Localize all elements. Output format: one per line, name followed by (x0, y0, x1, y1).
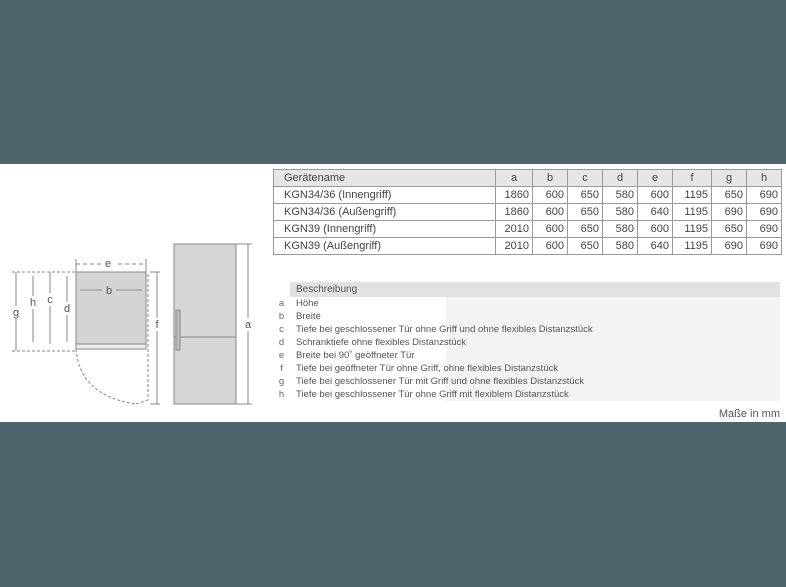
value-h: 690 (747, 187, 782, 204)
device-name: KGN39 (Innengriff) (274, 221, 496, 238)
value-a: 2010 (496, 238, 533, 255)
legend-title: Beschreibung (290, 282, 780, 297)
value-g: 690 (712, 204, 747, 221)
value-b: 600 (533, 187, 568, 204)
label-b: b (105, 285, 113, 297)
col-header-name: Gerätename (274, 170, 496, 187)
device-name: KGN34/36 (Außengriff) (274, 204, 496, 221)
cabinet-outline (76, 272, 146, 344)
legend-key: c (279, 324, 284, 335)
legend-text: Höhe (290, 297, 780, 310)
value-a: 1860 (496, 204, 533, 221)
datasheet-panel (0, 164, 786, 422)
legend-text: Tiefe bei geschlossener Tür mit Griff und ohne flexibles Distanzstück (290, 375, 780, 388)
value-f: 1195 (673, 204, 712, 221)
label-g: g (12, 307, 20, 319)
value-d: 580 (603, 238, 638, 255)
fridge-body (174, 244, 236, 404)
value-e: 600 (638, 187, 673, 204)
label-h: h (29, 297, 37, 309)
col-header-g: g (712, 170, 747, 187)
device-name: KGN34/36 (Innengriff) (274, 187, 496, 204)
legend-text: Tiefe bei geschlossener Tür ohne Griff und ohne flexibles Distanzstück (290, 323, 780, 336)
device-name: KGN39 (Außengriff) (274, 238, 496, 255)
value-f: 1195 (673, 238, 712, 255)
value-a: 2010 (496, 221, 533, 238)
col-header-e: e (638, 170, 673, 187)
label-a: a (244, 319, 252, 331)
legend-text: Schranktiefe ohne flexibles Distanzstück (290, 336, 780, 349)
dimension-table (273, 169, 782, 255)
legend-key: f (280, 363, 283, 374)
legend-text: Tiefe bei geschlossener Tür ohne Griff mit flexiblem Distanzstück (290, 388, 780, 401)
units-note: Maße in mm (718, 408, 780, 420)
value-c: 650 (568, 187, 603, 204)
legend-key: a (278, 298, 285, 309)
col-header-a: a (496, 170, 533, 187)
value-a: 1860 (496, 187, 533, 204)
table-row (274, 204, 782, 221)
legend-key: e (278, 350, 285, 361)
value-c: 650 (568, 238, 603, 255)
value-e: 640 (638, 238, 673, 255)
legend-key: d (278, 337, 285, 348)
legend-text: Tiefe bei geöffneter Tür ohne Griff, ohne flexibles Distanzstück (290, 362, 780, 375)
door-closed (76, 344, 146, 349)
value-e: 600 (638, 221, 673, 238)
fridge-side-view (174, 244, 252, 404)
door-open-line (136, 400, 148, 404)
legend-item (273, 388, 780, 401)
col-header-c: c (568, 170, 603, 187)
label-c: c (47, 294, 53, 306)
value-d: 580 (603, 221, 638, 238)
legend-item (273, 336, 780, 349)
legend-text: Breite bei 90˚ geöffneter Tür (290, 349, 780, 362)
legend-key: g (278, 376, 285, 387)
value-g: 690 (712, 238, 747, 255)
col-header-h: h (747, 170, 782, 187)
label-f: f (155, 319, 159, 331)
table-row (274, 221, 782, 238)
col-header-d: d (603, 170, 638, 187)
legend-text: Breite (290, 310, 780, 323)
value-g: 650 (712, 187, 747, 204)
value-c: 650 (568, 221, 603, 238)
label-d: d (63, 303, 71, 315)
col-header-f: f (673, 170, 712, 187)
value-h: 690 (747, 204, 782, 221)
value-f: 1195 (673, 187, 712, 204)
value-b: 600 (533, 221, 568, 238)
value-b: 600 (533, 238, 568, 255)
legend-item (273, 349, 780, 362)
label-e: e (104, 258, 112, 270)
value-b: 600 (533, 204, 568, 221)
value-h: 690 (747, 221, 782, 238)
description-legend (273, 282, 780, 401)
legend-item (273, 362, 780, 375)
col-header-b: b (533, 170, 568, 187)
value-f: 1195 (673, 221, 712, 238)
value-d: 580 (603, 204, 638, 221)
door-swing-arc (76, 349, 136, 404)
fridge-dimension-drawing (0, 164, 270, 422)
fridge-top-view (12, 259, 160, 404)
table-header-row (274, 170, 782, 187)
value-e: 640 (638, 204, 673, 221)
value-h: 690 (747, 238, 782, 255)
value-d: 580 (603, 187, 638, 204)
value-c: 650 (568, 204, 603, 221)
legend-item (273, 375, 780, 388)
table-row (274, 187, 782, 204)
table-row (274, 238, 782, 255)
legend-key: h (278, 389, 285, 400)
legend-item (273, 323, 780, 336)
legend-item (273, 297, 780, 310)
fridge-handle (176, 310, 180, 350)
legend-key: b (278, 311, 285, 322)
legend-item (273, 310, 780, 323)
value-g: 650 (712, 221, 747, 238)
